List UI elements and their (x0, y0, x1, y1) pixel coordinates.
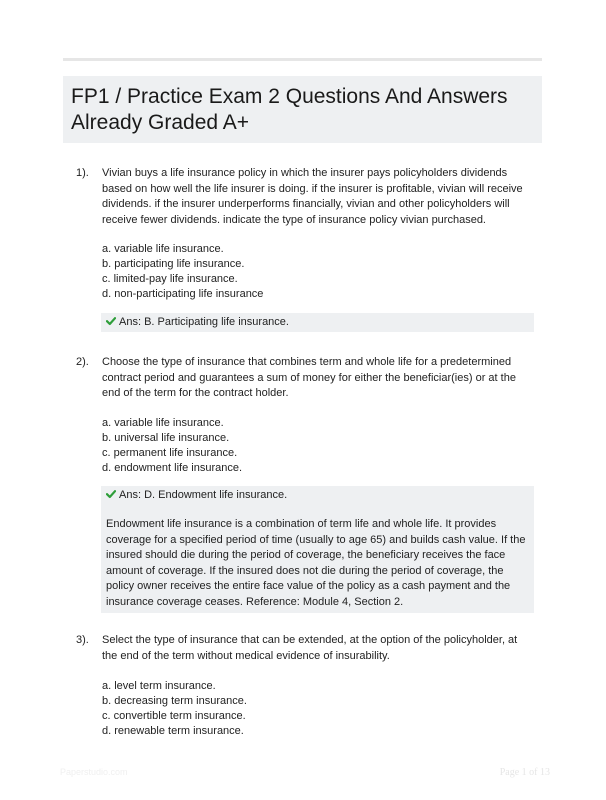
answer-line (101, 313, 534, 332)
options-list (102, 679, 522, 739)
option-b: b. participating life insurance. (102, 258, 245, 270)
options-list (102, 416, 522, 476)
option-d: d. non-participating life insurance (102, 288, 264, 300)
question-text: Select the type of insurance that can be extended, at the option of the policyholder, at the end of the term without medical evidence of insurability. (102, 634, 518, 662)
question-number: 2). (76, 356, 89, 368)
option-a: a. variable life insurance. (102, 417, 224, 429)
option-d: d. renewable term insurance. (102, 725, 244, 737)
option-b: b. decreasing term insurance. (102, 695, 247, 707)
question-number: 1). (76, 167, 89, 179)
option-c: c. convertible term insurance. (102, 710, 246, 722)
answer-explanation: Endowment life insurance is a combination of term life and whole life. It provides coverage for a specified period of time (usually to age 65) and builds cash value. If the insured should die during the period of coverage, the beneficiary receives the face amount of coverage. If the insured does not die during the period of coverage, the policy owner receives the entire face value of the policy as a cash payment and the insurance coverage ceases. Reference: Module 4, Section 2. (106, 518, 526, 608)
answer-text: Ans: B. Participating life insurance. (119, 316, 289, 328)
option-a: a. variable life insurance. (102, 243, 224, 255)
title-panel (63, 76, 542, 143)
question-text: Vivian buys a life insurance policy in which the insurer pays policyholders dividends based on how well the life insurer is doing. if the insurer is profitable, vivian will receive dividends. if the insurer underperforms financially, vivian and other policyholders will receive fewer dividends. indicate the type of insurance policy vivian purchased. (102, 167, 523, 226)
check-icon (106, 489, 116, 499)
page-title: FP1 / Practice Exam 2 Questions And Answers Already Graded A+ (71, 85, 508, 134)
top-divider (63, 58, 542, 61)
option-c: c. permanent life insurance. (102, 447, 238, 459)
question-text: Choose the type of insurance that combines term and whole life for a predetermined contract period and guarantees a sum of money for either the beneficiar(ies) or at the end of the term for the contract holder. (102, 356, 516, 399)
answer-panel (101, 313, 534, 332)
option-d: d. endowment life insurance. (102, 462, 243, 474)
option-c: c. limited-pay life insurance. (102, 273, 238, 285)
question-number: 3). (76, 634, 89, 646)
check-icon (106, 316, 116, 326)
option-a: a. level term insurance. (102, 680, 216, 692)
answer-text: Ans: D. Endowment life insurance. (119, 489, 288, 501)
options-list (102, 242, 522, 302)
footer-watermark: Paperstudio.com (60, 767, 128, 777)
option-b: b. universal life insurance. (102, 432, 230, 444)
answer-line (101, 486, 534, 505)
page-number: Page 1 of 13 (499, 767, 550, 778)
answer-panel (101, 486, 534, 613)
